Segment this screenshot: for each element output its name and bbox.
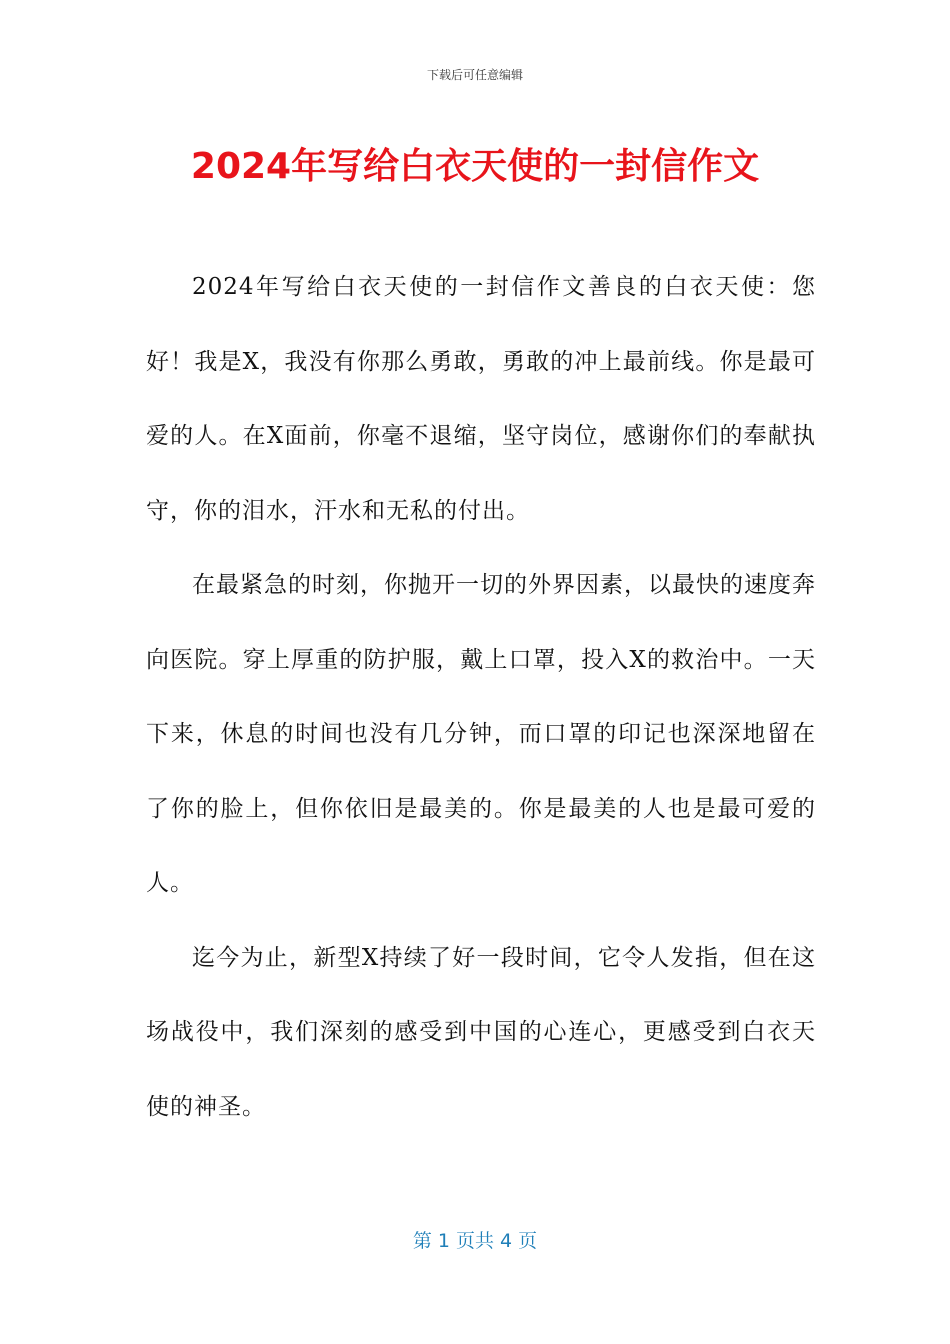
page-indicator: 第 1 页共 4 页 xyxy=(412,1230,538,1252)
download-note: 下载后可任意编辑 xyxy=(426,68,523,82)
paragraph: 2024年写给白衣天使的一封信作文善良的白衣天使：您好！我是X，我没有你那么勇敢，勇敢的冲上最前线。你是最可爱的人。在X面前，你毫不退缩，坚守岗位，感谢你们的奉献执守，你的泪水，汗水和无私的付出。 xyxy=(146,274,816,524)
document-title: 2024年写给白衣天使的一封信作文 xyxy=(190,146,760,187)
paragraph: 在最紧急的时刻，你抛开一切的外界因素，以最快的速度奔向医院。穿上厚重的防护服，戴上口罩，投入X的救治中。一天下来，休息的时间也没有几分钟，而口罩的印记也深深地留在了你的脸上，但你依旧是最美的。你是最美的人也是最可爱的人。 xyxy=(146,572,816,896)
document-body xyxy=(146,250,816,1144)
paragraph: 迄今为止，新型X持续了好一段时间，它令人发指，但在这场战役中，我们深刻的感受到中国的心连心，更感受到白衣天使的神圣。 xyxy=(146,944,816,1120)
